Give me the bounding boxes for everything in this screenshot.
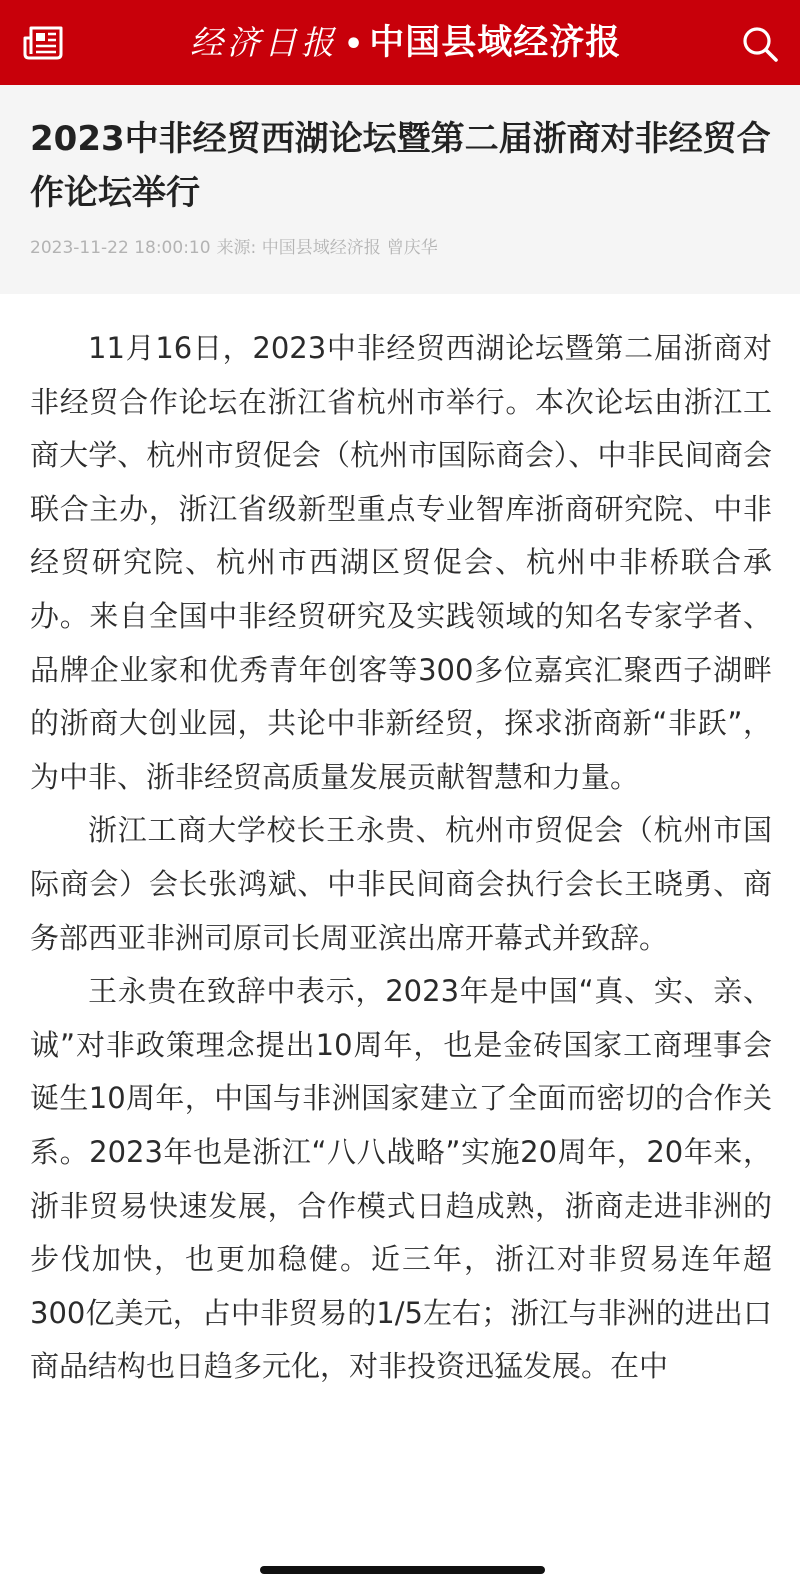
article-source: 来源: 中国县域经济报 bbox=[216, 238, 381, 258]
article-paragraph: 11月16日，2023中非经贸西湖论坛暨第二届浙商对非经贸合作论坛在浙江省杭州市举行。本次论坛由浙江工商大学、杭州市贸促会（杭州市国际商会）、中非民间商会联合主办，浙江省级新型重点专业智库浙商研究院、中非经贸研究院、杭州市西湖区贸促会、杭州中非桥联合承办。来自全国中非经贸研究及实践领域的知名专家学者、品牌企业家和优秀青年创客等300多位嘉宾汇聚西子湖畔的浙商大创业园，共论中非新经贸，探求浙商新“非跃”，为中非、浙非经贸高质量发展贡献智慧和力量。 bbox=[30, 331, 772, 794]
article-paragraph: 王永贵在致辞中表示，2023年是中国“真、实、亲、诚”对非政策理念提出10周年，也是金砖国家工商理事会诞生10周年，中国与非洲国家建立了全面而密切的合作关系。2023年也是浙江“八八战略”实施20周年，20年来，浙非贸易快速发展，合作模式日趋成熟，浙商走进非洲的步伐加快，也更加稳健。近三年，浙江对非贸易连年超300亿美元，占中非贸易的1/5左右；浙江与非洲的进出口商品结构也日趋多元化，对非投资迅猛发展。在中 bbox=[30, 974, 772, 1384]
masthead-logo[interactable] bbox=[190, 18, 620, 68]
publish-datetime: 2023-11-22 18:00:10 bbox=[30, 238, 211, 258]
search-icon[interactable] bbox=[740, 24, 780, 64]
article-author: 曾庆华 bbox=[386, 238, 438, 258]
home-indicator[interactable] bbox=[260, 1566, 545, 1574]
article-paragraph: 浙江工商大学校长王永贵、杭州市贸促会（杭州市国际商会）会长张鸿斌、中非民间商会执行会长王晓勇、商务部西亚非洲司原司长周亚滨出席开幕式并致辞。 bbox=[30, 813, 772, 955]
masthead-economic-daily: 经济日报 bbox=[190, 23, 338, 62]
article-body bbox=[30, 322, 772, 1394]
article-meta bbox=[30, 236, 438, 260]
newspaper-menu-icon[interactable] bbox=[22, 25, 64, 61]
masthead-county-economy-paper: 中国县域经济报 bbox=[369, 23, 622, 63]
masthead-separator: • bbox=[344, 27, 364, 62]
top-bar bbox=[0, 0, 800, 85]
article-title: 2023中非经贸西湖论坛暨第二届浙商对非经贸合作论坛举行 bbox=[30, 119, 771, 213]
